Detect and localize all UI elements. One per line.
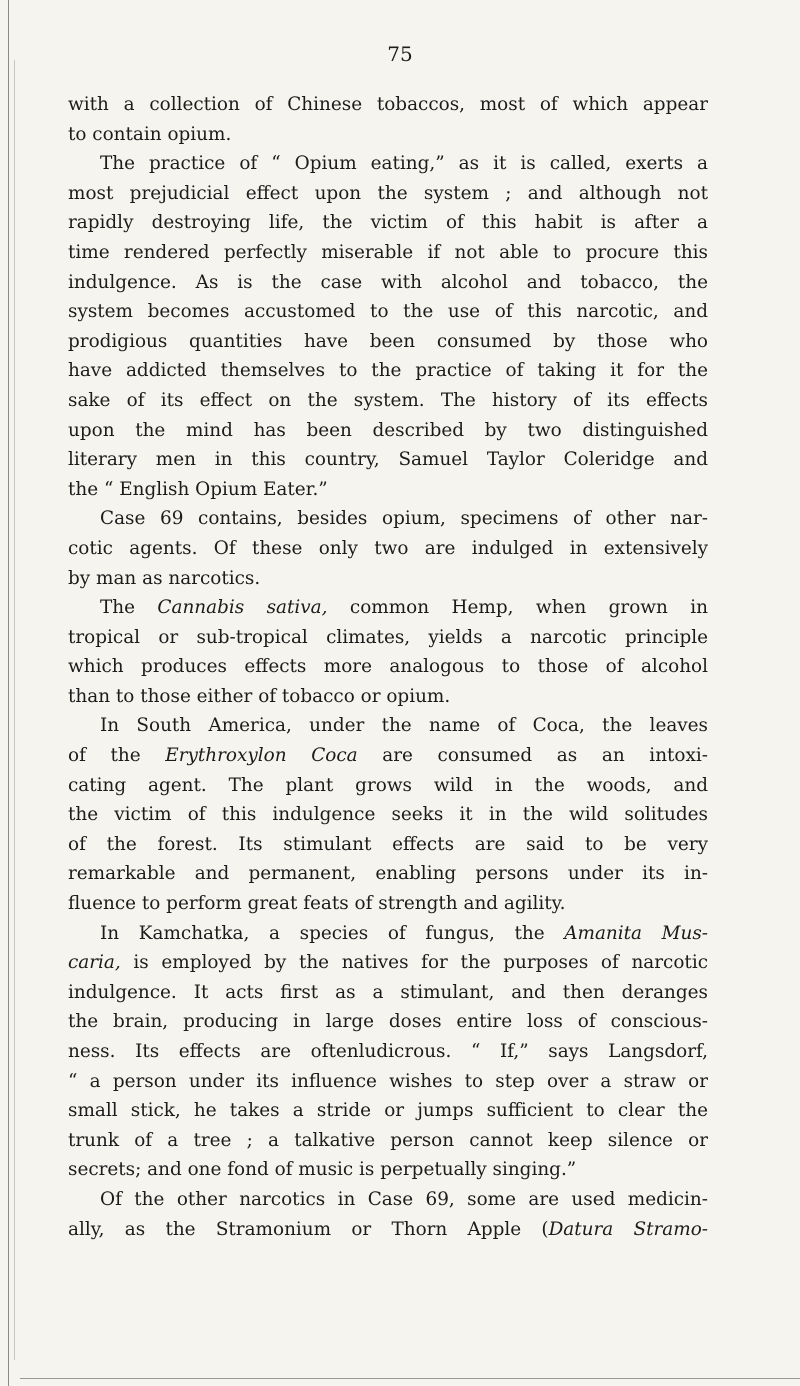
text-line: the brain, producing in large doses entire loss of conscious-	[68, 1011, 708, 1033]
text-line: which produces effects more analogous to those of alcohol	[68, 656, 708, 678]
text-line: with a collection of Chinese tobaccos, most of which appear	[68, 94, 708, 115]
text-line: In South America, under the name of Coca, the leaves	[100, 715, 708, 737]
text-run: common Hemp, when grown in	[327, 597, 708, 619]
text-run: The	[100, 597, 158, 619]
text-line: fluence to perform great feats of strength and agility.	[68, 893, 566, 915]
text-line: of the forest. Its stimulant effects are said to be very	[68, 833, 708, 855]
text-line: ness. Its effects are oftenludicrous. “ If,” says Langsdorf,	[68, 1041, 708, 1062]
text-line: time rendered perfectly miserable if not able to procure this	[68, 241, 708, 263]
italic-term: Amanita Mus-	[564, 922, 708, 944]
text-line: upon the mind has been described by two distinguished	[68, 419, 708, 441]
text-line: indulgence. It acts first as a stimulant, and then deranges	[68, 981, 708, 1003]
text-line: trunk of a tree ; a talkative person cannot keep silence or	[68, 1129, 708, 1151]
text-line: remarkable and permanent, enabling persons under its in-	[68, 863, 708, 885]
text-line: the “ English Opium Eater.”	[68, 478, 328, 500]
text-line	[68, 741, 708, 771]
text-line	[68, 919, 708, 949]
text-line: prodigious quantities have been consumed by those who	[68, 330, 708, 352]
page-bottom-edge	[20, 1378, 800, 1379]
text-line: have addicted themselves to the practice of taking it for the	[68, 360, 708, 382]
text-line: the victim of this indulgence seeks it in the wild solitudes	[68, 804, 708, 826]
text-run: is employed by the natives for the purposes of narcotic	[120, 952, 708, 974]
italic-term: Cannabis sativa,	[157, 597, 328, 619]
text-line: cating agent. The plant grows wild in the woods, and	[68, 774, 708, 796]
italic-term: Erythroxylon Coca	[165, 745, 358, 767]
text-line: most prejudicial effect upon the system ; and although not	[68, 182, 708, 204]
page-edge-line	[8, 0, 9, 1386]
text-line: than to those either of tobacco or opium.	[68, 685, 451, 707]
text-line	[68, 593, 708, 623]
text-line: cotic agents. Of these only two are indulged in extensively	[68, 537, 708, 559]
text-line: by man as narcotics.	[68, 567, 261, 589]
text-line: literary men in this country, Samuel Taylor Coleridge and	[68, 449, 708, 471]
italic-term: caria,	[68, 952, 121, 974]
text-line: sake of its effect on the system. The history of its effects	[68, 389, 708, 411]
text-line: indulgence. As is the case with alcohol and tobacco, the	[68, 271, 708, 293]
text-line: small stick, he takes a stride or jumps sufficient to clear the	[68, 1100, 708, 1122]
text-line: tropical or sub-tropical climates, yields a narcotic principle	[68, 626, 708, 648]
text-line: to contain opium.	[68, 123, 232, 145]
italic-term: Datura Stramo-	[548, 1218, 708, 1240]
text-line	[68, 948, 708, 978]
text-line: system becomes accustomed to the use of this narcotic, and	[68, 301, 708, 323]
text-line: “ a person under its influence wishes to step over a straw or	[68, 1070, 708, 1092]
page-number: 75	[387, 42, 413, 66]
text-line: Case 69 contains, besides opium, specimens of other nar-	[100, 508, 708, 530]
page-gutter-line	[14, 60, 15, 1360]
text-run: of the	[68, 745, 166, 767]
text-line	[68, 1215, 708, 1245]
text-run: are consumed as an intoxi-	[357, 745, 708, 767]
text-line: rapidly destroying life, the victim of this habit is after a	[68, 212, 708, 234]
text-line: Of the other narcotics in Case 69, some are used medicin-	[100, 1188, 708, 1210]
text-run: ally, as the Stramonium or Thorn Apple (	[68, 1218, 549, 1240]
body-text	[68, 90, 708, 1244]
text-run: In Kamchatka, a species of fungus, the	[100, 922, 565, 944]
text-line: The practice of “ Opium eating,” as it is called, exerts a	[100, 153, 708, 175]
text-line: secrets; and one fond of music is perpetually singing.”	[68, 1159, 577, 1181]
